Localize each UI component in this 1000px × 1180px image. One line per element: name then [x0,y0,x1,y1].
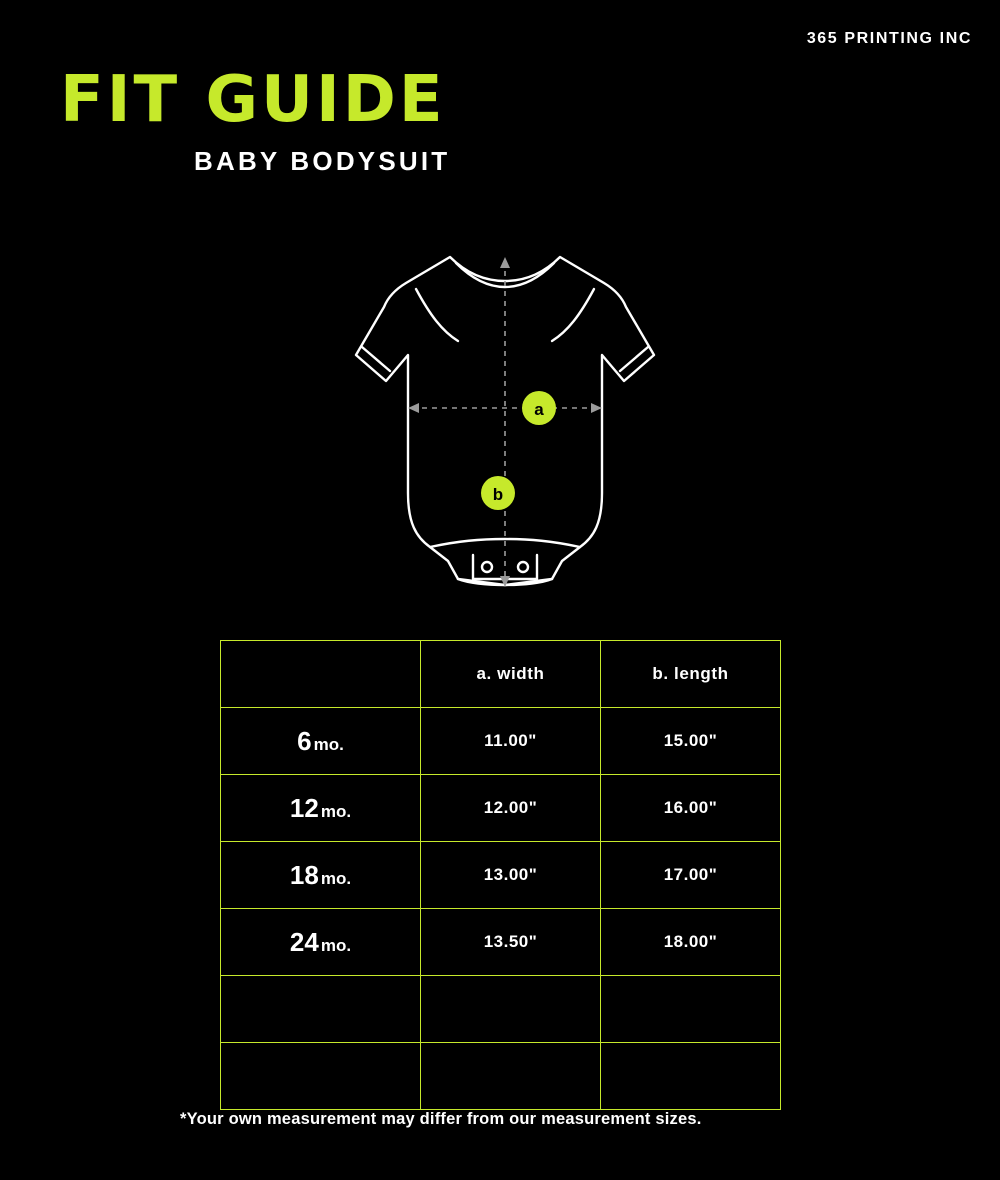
cell-width: 13.50" [421,909,601,976]
size-unit: mo. [320,801,352,821]
cell-length: 15.00" [601,708,781,775]
size-number: 24 [289,926,319,957]
cell-width [421,976,601,1043]
table-row [221,775,781,842]
brand-label: 365 PRINTING INC [806,30,972,47]
size-number: 18 [289,859,319,890]
table-header-row [221,641,781,708]
size-number: 12 [289,792,319,823]
page-title: FIT GUIDE [60,63,446,137]
size-number: 6 [297,725,312,756]
table-row [221,842,781,909]
cell-length [601,976,781,1043]
page-subtitle: BABY BODYSUIT [194,146,451,176]
cell-length [601,1043,781,1110]
cell-width [421,1043,601,1110]
cell-length: 16.00" [601,775,781,842]
table-row [221,1043,781,1110]
bodysuit-diagram [330,235,680,595]
size-unit: mo. [320,868,352,888]
cell-size [221,976,421,1043]
bodysuit-icon [330,235,680,595]
cell-width: 12.00" [421,775,601,842]
cell-size [221,775,421,842]
marker-b-label: b [492,485,504,504]
marker-a-label: a [534,400,544,419]
table-row [221,708,781,775]
size-table-wrap [220,640,780,1110]
table-row [221,909,781,976]
column-header-size [221,641,421,708]
cell-size [221,708,421,775]
cell-width: 11.00" [421,708,601,775]
column-header-width: a. width [421,641,601,708]
size-unit: mo. [313,734,344,754]
cell-width: 13.00" [421,842,601,909]
cell-size [221,842,421,909]
table-row [221,976,781,1043]
cell-size [221,1043,421,1110]
column-header-length: b. length [601,641,781,708]
cell-length: 18.00" [601,909,781,976]
size-table [220,640,781,1110]
footnote: *Your own measurement may differ from our measurement sizes. [180,1110,702,1128]
cell-size [221,909,421,976]
size-unit: mo. [320,935,352,955]
cell-length: 17.00" [601,842,781,909]
title-block [60,63,451,177]
